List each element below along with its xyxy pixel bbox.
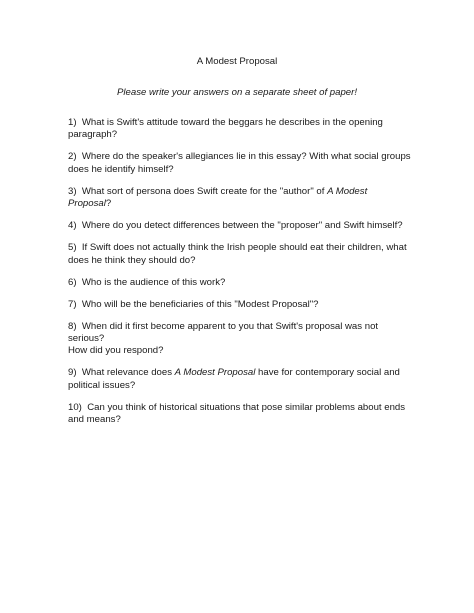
question-number: 8) [68,320,77,332]
question-5 [68,242,413,267]
document-instruction: Please write your answers on a separate sheet of paper! [117,87,357,98]
question-text: Can you think of historical situations that pose similar problems about ends and means? [68,401,406,426]
document-title: A Modest Proposal [196,56,278,67]
question-10 [68,402,413,427]
question-text: If Swift does not actually think the Irish people should eat their children, what does he think they should do? [68,242,407,266]
question-text: Where do the speaker's allegiances lie in this essay? With what social groups does he identify himself? [68,151,411,175]
question-number: 7) [68,298,77,310]
question-number: 1) [68,117,77,128]
question-6 [68,277,413,289]
question-number: 5) [68,242,77,254]
question-title-italic: A Modest Proposal [68,185,368,210]
question-9 [68,367,413,392]
question-text: Who will be the beneficiaries of this "Modest Proposal"? [81,298,319,310]
question-7 [68,299,413,311]
question-text: Where do you detect differences between the "proposer" and Swift himself? [81,220,403,232]
question-text: When did it first become apparent to you that Swift's proposal was not serious? [68,320,379,345]
question-text: What sort of persona does Swift create for the "author" of [81,185,328,197]
question-text: What is Swift's attitude toward the beggars he describes in the opening paragraph? [68,117,383,141]
question-text-end: ? [105,198,112,210]
question-number: 4) [68,220,77,232]
question-number: 10) [68,401,82,413]
question-3 [68,186,413,211]
question-list [68,117,413,436]
question-title-italic: A Modest Proposal [174,367,256,379]
question-number: 6) [68,276,77,288]
question-text-line2: How did you respond? [68,345,164,357]
question-4 [68,220,413,232]
question-number: 3) [68,185,77,197]
question-2 [68,151,413,176]
question-number: 2) [68,151,77,163]
question-text-end: have for contemporary social and political issues? [68,367,400,391]
question-text: Who is the audience of this work? [81,276,226,288]
question-8 [68,321,413,358]
question-number: 9) [68,367,77,379]
question-text: What relevance does [81,367,175,379]
question-1 [68,117,413,142]
